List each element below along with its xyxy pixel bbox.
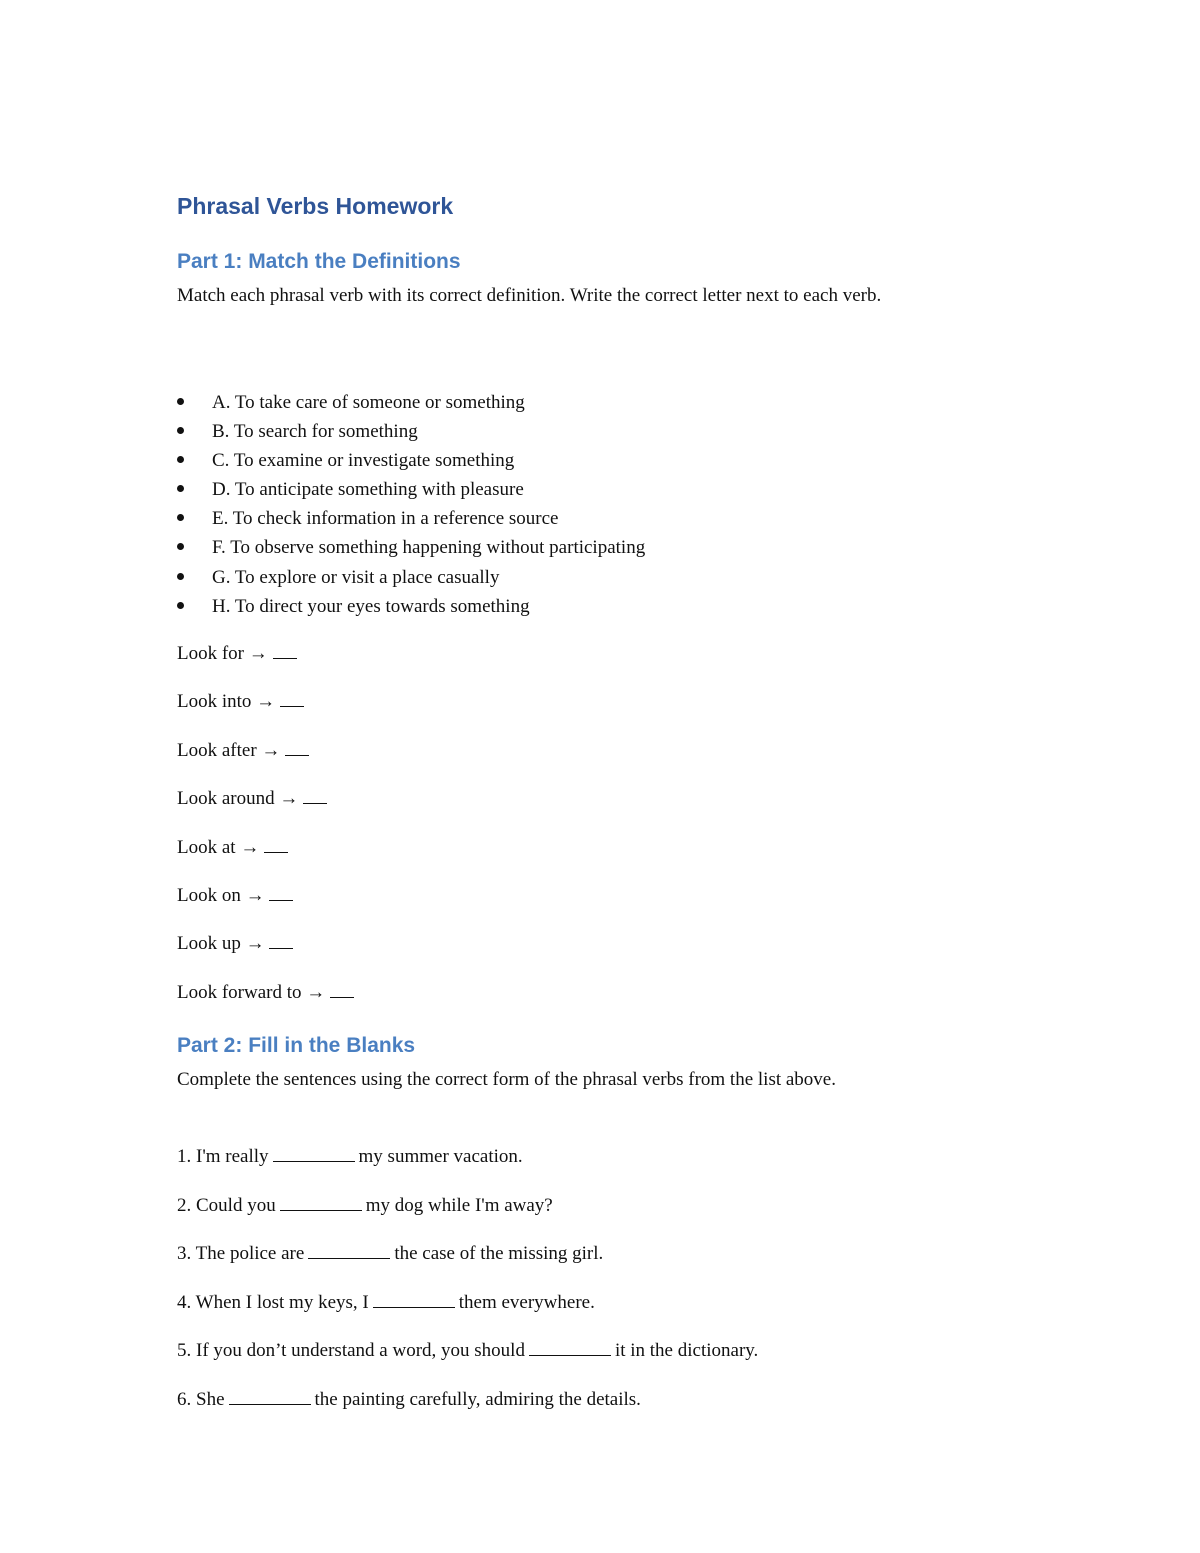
verb-match-item (177, 784, 354, 832)
verb-match-list (177, 639, 354, 1026)
sentence-item (177, 1191, 758, 1240)
answer-blank[interactable] (264, 836, 288, 853)
sentence-blank[interactable] (280, 1194, 362, 1211)
definition-item (177, 563, 645, 592)
definition-text: D. To anticipate something with pleasure (212, 479, 524, 501)
bullet-icon (177, 602, 184, 609)
verb-label: Look for → (177, 643, 273, 664)
part1-heading: Part 1: Match the Definitions (177, 250, 461, 273)
verb-label: Look forward to → (177, 981, 331, 1003)
definition-text: A. To take care of someone or something (212, 392, 525, 413)
definition-text: G. To explore or visit a place casually (212, 566, 500, 588)
sentence-before: 1. I'm really (177, 1146, 269, 1167)
verb-label: Look on → (177, 884, 270, 906)
verb-label: Look up → (177, 933, 270, 955)
sentence-before: 3. The police are (177, 1243, 305, 1265)
sentence-after: them everywhere. (458, 1291, 595, 1313)
verb-match-item (177, 736, 354, 784)
verb-match-item (177, 687, 354, 735)
definitions-list (177, 388, 645, 621)
sentence-after: the painting carefully, admiring the details. (314, 1388, 641, 1410)
sentence-after: my summer vacation. (358, 1146, 523, 1167)
answer-blank[interactable] (280, 690, 304, 707)
sentence-before: 5. If you don’t understand a word, you should (177, 1340, 525, 1362)
part1-instructions: Match each phrasal verb with its correct definition. Write the correct letter next to each verb. (177, 285, 882, 306)
definition-item (177, 475, 645, 504)
verb-match-item (177, 881, 354, 929)
verb-match-item (177, 978, 354, 1026)
verb-label: Look after → (177, 739, 286, 761)
answer-blank[interactable] (273, 642, 297, 659)
bullet-icon (177, 456, 184, 463)
definition-item (177, 446, 645, 475)
sentence-before: 6. She (177, 1388, 225, 1410)
sentence-after: it in the dictionary. (614, 1340, 759, 1362)
sentence-after: my dog while I'm away? (365, 1194, 553, 1216)
answer-blank[interactable] (303, 787, 327, 804)
sentence-before: 4. When I lost my keys, I (177, 1291, 369, 1313)
verb-match-item (177, 929, 354, 977)
verb-label: Look into → (177, 691, 280, 713)
sentence-blank[interactable] (308, 1242, 390, 1259)
definition-text: C. To examine or investigate something (212, 450, 515, 472)
sentence-item (177, 1288, 758, 1337)
sentence-blank[interactable] (273, 1145, 355, 1162)
bullet-icon (177, 427, 184, 434)
sentence-item (177, 1385, 758, 1434)
answer-blank[interactable] (269, 884, 293, 901)
bullet-icon (177, 573, 184, 580)
bullet-icon (177, 398, 184, 405)
bullet-icon (177, 543, 184, 550)
sentence-blank[interactable] (229, 1388, 311, 1405)
part2-heading: Part 2: Fill in the Blanks (177, 1034, 416, 1057)
sentence-item (177, 1336, 758, 1385)
definition-text: F. To observe something happening without participating (212, 537, 646, 559)
part2-instructions: Complete the sentences using the correct form of the phrasal verbs from the list above. (177, 1069, 836, 1090)
definition-text: H. To direct your eyes towards something (212, 595, 530, 617)
answer-blank[interactable] (269, 932, 293, 949)
definition-item (177, 592, 645, 621)
definition-item (177, 388, 645, 417)
sentence-blank[interactable] (529, 1339, 611, 1356)
definition-item (177, 504, 645, 533)
answer-blank[interactable] (285, 739, 309, 756)
bullet-icon (177, 485, 184, 492)
verb-label: Look at → (177, 836, 265, 858)
document-title: Phrasal Verbs Homework (177, 193, 454, 219)
verb-match-item (177, 639, 354, 687)
sentence-blank[interactable] (373, 1291, 455, 1308)
fill-blanks-list (177, 1142, 758, 1434)
definition-item (177, 417, 645, 446)
definition-item (177, 533, 645, 562)
definition-text: E. To check information in a reference source (212, 508, 559, 530)
bullet-icon (177, 514, 184, 521)
sentence-item (177, 1239, 758, 1288)
sentence-item (177, 1142, 758, 1191)
verb-label: Look around → (177, 788, 304, 810)
answer-blank[interactable] (330, 981, 354, 998)
verb-match-item (177, 833, 354, 881)
definition-text: B. To search for something (212, 421, 418, 443)
sentence-before: 2. Could you (177, 1194, 276, 1216)
sentence-after: the case of the missing girl. (394, 1243, 604, 1265)
